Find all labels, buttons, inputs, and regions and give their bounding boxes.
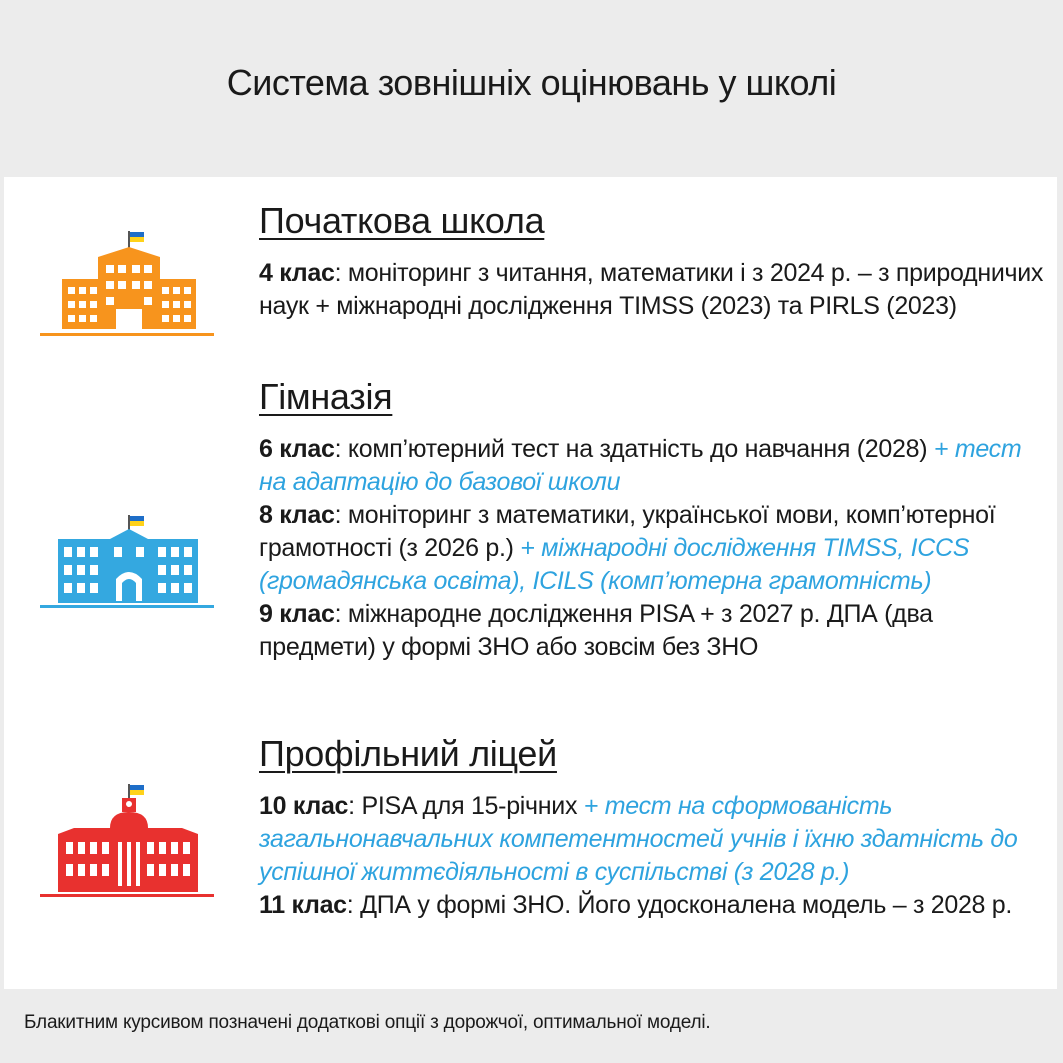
blue-gymnasium-building-icon [40, 513, 216, 613]
optional-addition: + тест на сформованість загальнонавчальних компетентностей учнів і їхню здатність до успішної життєдіяльності в суспільстві (з 2028 р.) [259, 792, 1018, 886]
grade-label: 6 клас [259, 435, 335, 463]
grade-paragraph [259, 790, 1049, 889]
grade-description: : комп’ютерний тест на здатність до навчання (2028) [334, 435, 934, 463]
footnote: Блакитним курсивом позначені додаткові опції з дорожчої, оптимальної моделі. [24, 1012, 711, 1033]
primary-text [259, 199, 1049, 323]
grade-label: 8 клас [259, 501, 335, 529]
section-title: Профільний ліцей [259, 733, 557, 774]
grade-paragraph [259, 598, 1049, 664]
grade-description: : моніторинг з математики, української мови, комп’ютерної грамотності (з 2026 р.) [259, 501, 996, 562]
grade-description: : міжнародне дослідження PISA + з 2027 р. ДПА (два предмети) у формі ЗНО або зовсім без ЗНО [259, 600, 933, 661]
red-lyceum-building-icon [40, 782, 216, 910]
grade-label: 4 клас [259, 259, 335, 287]
grade-paragraph [259, 433, 1049, 499]
grade-label: 10 клас [259, 792, 349, 820]
orange-school-building-icon [40, 229, 216, 349]
grade-paragraph [259, 499, 1049, 598]
grade-description: : моніторинг з читання, математики і з 2024 р. – з природничих наук + міжнародні дослідження TIMSS (2023) та PIRLS (2023) [259, 259, 1044, 320]
section-title: Гімназія [259, 376, 393, 417]
grade-label: 9 клас [259, 600, 335, 628]
lyceum-text [259, 732, 1049, 922]
grade-description: : PISA для 15-річних [348, 792, 584, 820]
gymnasium-text [259, 375, 1049, 664]
grade-paragraph [259, 257, 1049, 323]
page-title: Система зовнішніх оцінювань у школі [226, 62, 837, 103]
grade-paragraph [259, 889, 1049, 922]
grade-description: : ДПА у формі ЗНО. Його удосконалена модель – з 2028 р. [346, 891, 1013, 919]
grade-label: 11 клас [259, 891, 347, 919]
section-title: Початкова школа [259, 200, 545, 241]
optional-addition: + тест на адаптацію до базової школи [259, 435, 1022, 496]
optional-addition: + міжнародні дослідження TIMSS, ICCS (громадянська освіта), ICILS (комп’ютерна грамотність) [259, 534, 970, 595]
content-card [4, 177, 1057, 989]
